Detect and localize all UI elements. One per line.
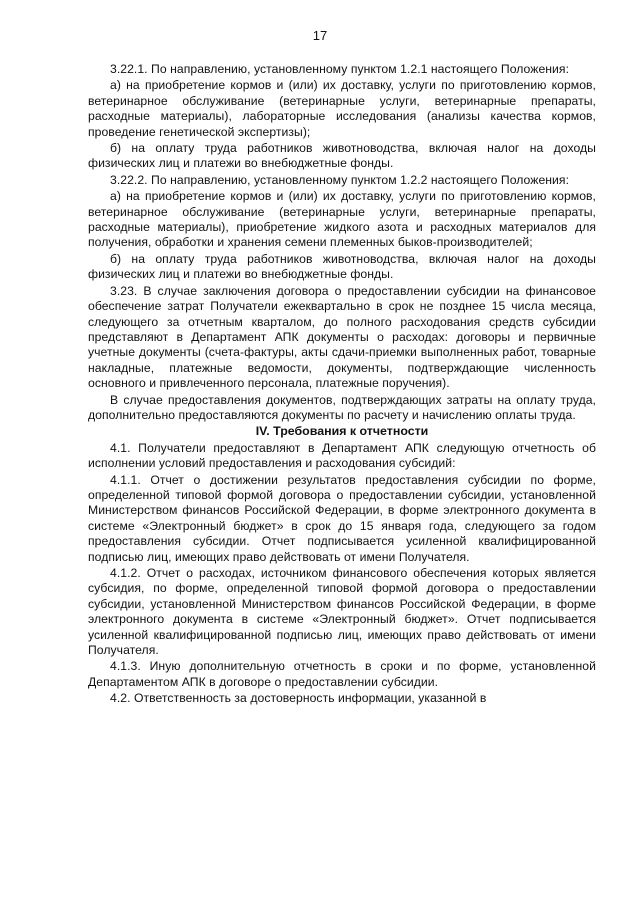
paragraph-4-1-1: 4.1.1. Отчет о достижении результатов предоставления субсидии по форме, определенной типовой формой договора о предоставлении субсидии, установленной Министерством финансов Российской Федерации, в форме электронного документа в системе «Электронный бюджет» в срок до 15 января года, следующего за годом предоставления субсидии. Отчет подписывается усиленной квалифицированной подписью лиц, имеющих право действовать от имени Получателя. xyxy=(88,472,596,564)
paragraph-3-22-2-b: б) на оплату труда работников животноводства, включая налог на доходы физических лиц и платежи во внебюджетные фонды. xyxy=(88,251,596,282)
paragraph-4-1-3: 4.1.3. Иную дополнительную отчетность в сроки и по форме, установленной Департаментом АПК в договоре о предоставлении субсидии. xyxy=(88,659,596,689)
document-body xyxy=(88,62,596,708)
paragraph-3-23: 3.23. В случае заключения договора о предоставлении субсидии на финансовое обеспечение затрат Получатели ежеквартально в срок не позднее 15 числа месяца, следующего за отчетным кварталом, до полного расходования средств субсидии представляют в Департамент АПК документы о расходах: договоры и первичные учетные документы (счета-фактуры, акты сдачи-приемки выполненных работ, товарные накладные, платежные ведомости, документы, подтверждающие численность основного и привлеченного персонала, платежные поручения). xyxy=(88,283,596,391)
paragraph-3-23-labor-docs: В случае предоставления документов, подтверждающих затраты на оплату труда, дополнительно предоставляются документы по расчету и начислению оплаты труда. xyxy=(88,392,596,422)
paragraph-3-22-2: 3.22.2. По направлению, установленному пунктом 1.2.2 настоящего Положения: xyxy=(110,172,570,187)
paragraph-3-22-2-a: а) на приобретение кормов и (или) их доставку, услуги по приготовлению кормов, ветеринарное обслуживание (ветеринарные услуги, ветеринарные препараты, расходные материалы), приобретение жидкого азота и расходных материалов для получения, обработки и хранения семени племенных быков-производителей; xyxy=(88,189,596,250)
section-heading-reporting: IV. Требования к отчетности xyxy=(255,424,429,439)
page-number: 17 xyxy=(312,28,328,43)
paragraph-3-22-1-b: б) на оплату труда работников животноводства, включая налог на доходы физических лиц и платежи во внебюджетные фонды. xyxy=(88,141,596,171)
paragraph-3-22-1: 3.22.1. По направлению, установленному пунктом 1.2.1 настоящего Положения: xyxy=(110,62,570,76)
paragraph-4-1-2: 4.1.2. Отчет о расходах, источником финансового обеспечения которых является субсидия, по форме, определенной типовой формой договора о предоставлении субсидии, установленной Министерством финансов Российской Федерации, в форме электронного документа в системе «Электронный бюджет». Отчет подписывается усиленной квалифицированной подписью лиц, имеющих право действовать от имени Получателя. xyxy=(88,566,596,658)
paragraph-4-2: 4.2. Ответственность за достоверность информации, указанной в xyxy=(110,691,487,706)
paragraph-3-22-1-a: а) на приобретение кормов и (или) их доставку, услуги по приготовлению кормов, ветеринарное обслуживание (ветеринарные услуги, ветеринарные препараты, расходные материалы), лабораторные исследования (анализы качества кормов, проведение генетической экспертизы); xyxy=(88,78,596,139)
paragraph-4-1: 4.1. Получатели предоставляют в Департамент АПК следующую отчетность об исполнении условий предоставления и расходования субсидий: xyxy=(88,440,596,471)
